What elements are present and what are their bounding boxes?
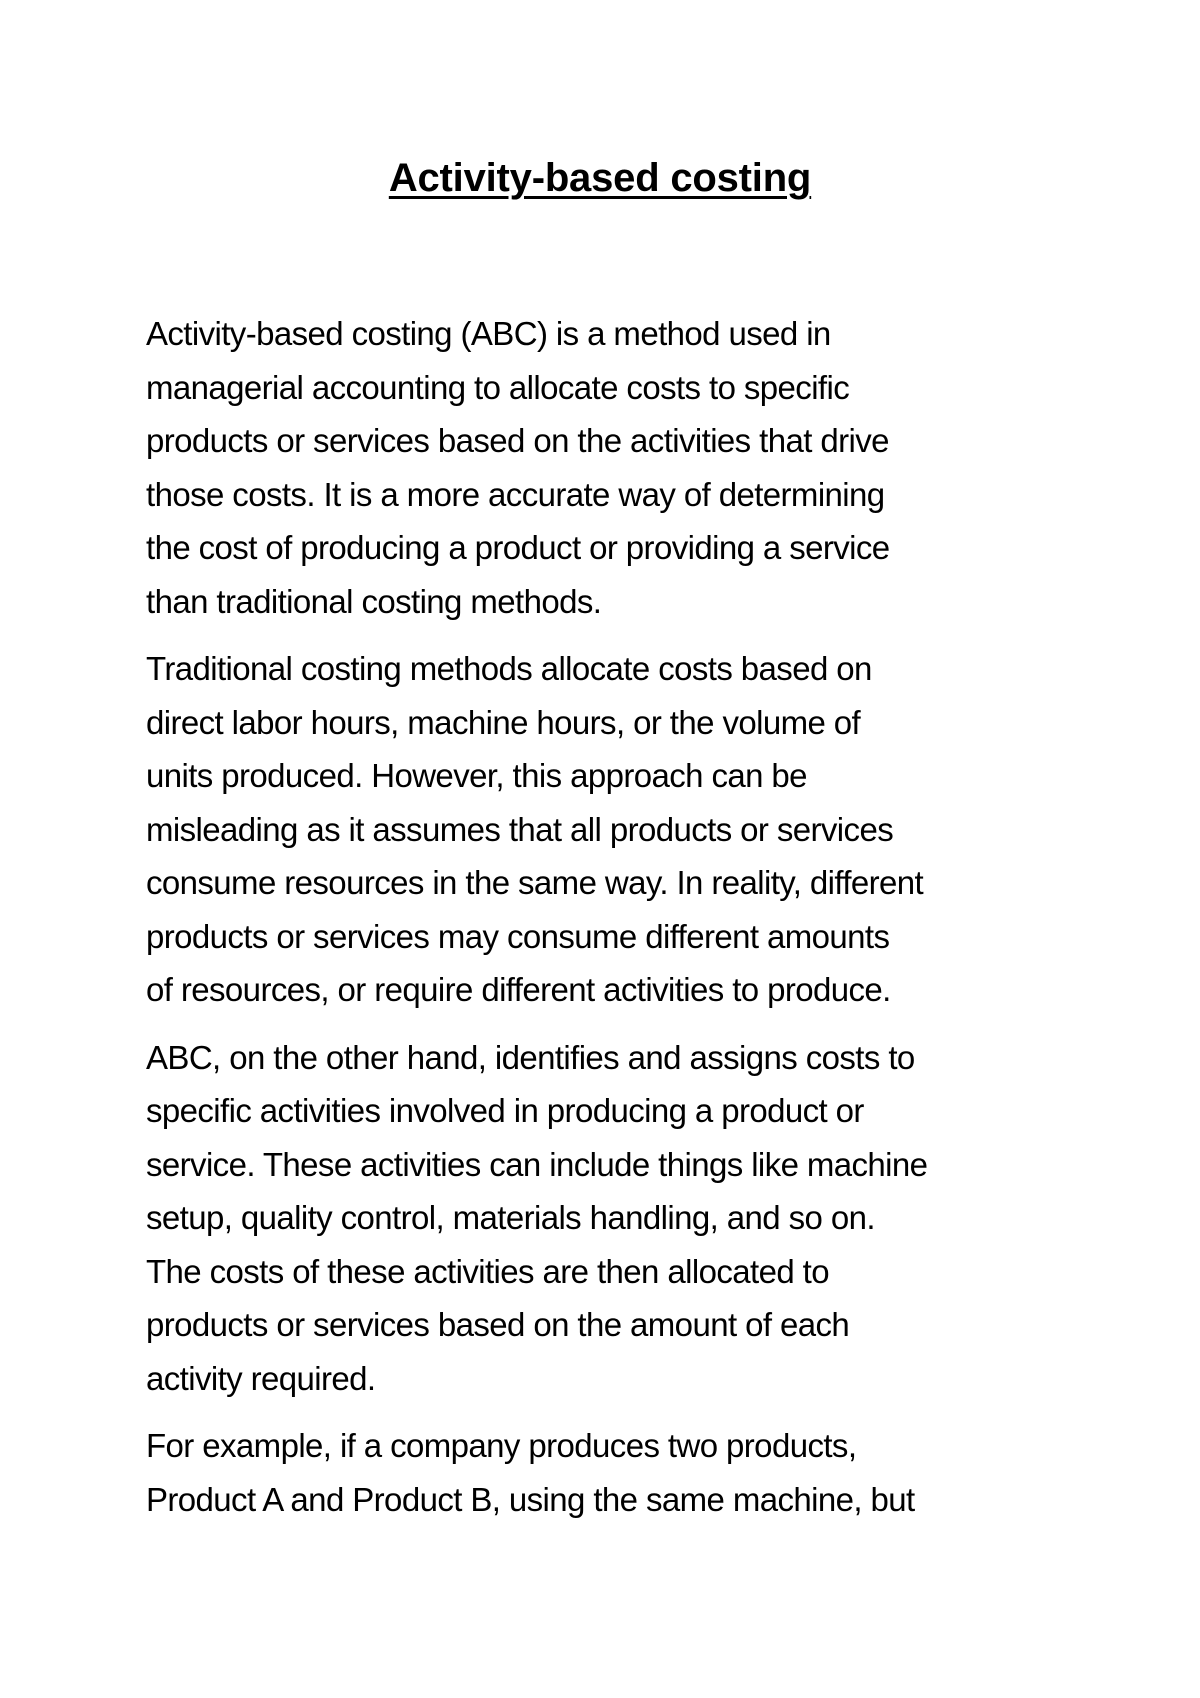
text-line: managerial accounting to allocate costs to specific bbox=[146, 368, 850, 406]
text-line: specific activities involved in producing a product or bbox=[146, 1092, 864, 1129]
text-line: misleading as it assumes that all products or services bbox=[146, 810, 894, 848]
document-body bbox=[146, 307, 1096, 1540]
text-line: the cost of producing a product or providing a service bbox=[146, 529, 890, 566]
paragraph-1 bbox=[146, 307, 1096, 628]
paragraph-4 bbox=[146, 1419, 1096, 1526]
text-line: For example, if a company produces two products, bbox=[146, 1427, 857, 1464]
text-line: of resources, or require different activities to produce. bbox=[146, 971, 891, 1008]
text-line: direct labor hours, machine hours, or the volume of bbox=[146, 703, 861, 741]
text-line: Traditional costing methods allocate costs based on bbox=[146, 650, 872, 687]
text-line: The costs of these activities are then allocated to bbox=[146, 1252, 829, 1290]
text-line: those costs. It is a more accurate way of determining bbox=[146, 475, 885, 513]
text-line: Activity-based costing (ABC) is a method used in bbox=[146, 315, 831, 352]
text-line: Product A and Product B, using the same machine, but bbox=[146, 1480, 915, 1518]
text-line: products or services may consume different amounts bbox=[146, 917, 890, 955]
paragraph-3 bbox=[146, 1031, 1096, 1406]
text-line: setup, quality control, materials handling, and so on. bbox=[146, 1199, 875, 1236]
text-line: ABC, on the other hand, identifies and assigns costs to bbox=[146, 1038, 915, 1076]
document-title: Activity-based costing bbox=[388, 156, 812, 200]
text-line: service. These activities can include things like machine bbox=[146, 1145, 928, 1183]
text-line: products or services based on the activities that drive bbox=[146, 422, 889, 459]
text-line: than traditional costing methods. bbox=[146, 582, 602, 620]
text-line: activity required. bbox=[146, 1359, 376, 1397]
text-line: units produced. However, this approach can be bbox=[146, 757, 807, 794]
paragraph-2 bbox=[146, 642, 1096, 1017]
text-line: products or services based on the amount of each bbox=[146, 1306, 850, 1343]
text-line: consume resources in the same way. In reality, different bbox=[146, 864, 924, 901]
